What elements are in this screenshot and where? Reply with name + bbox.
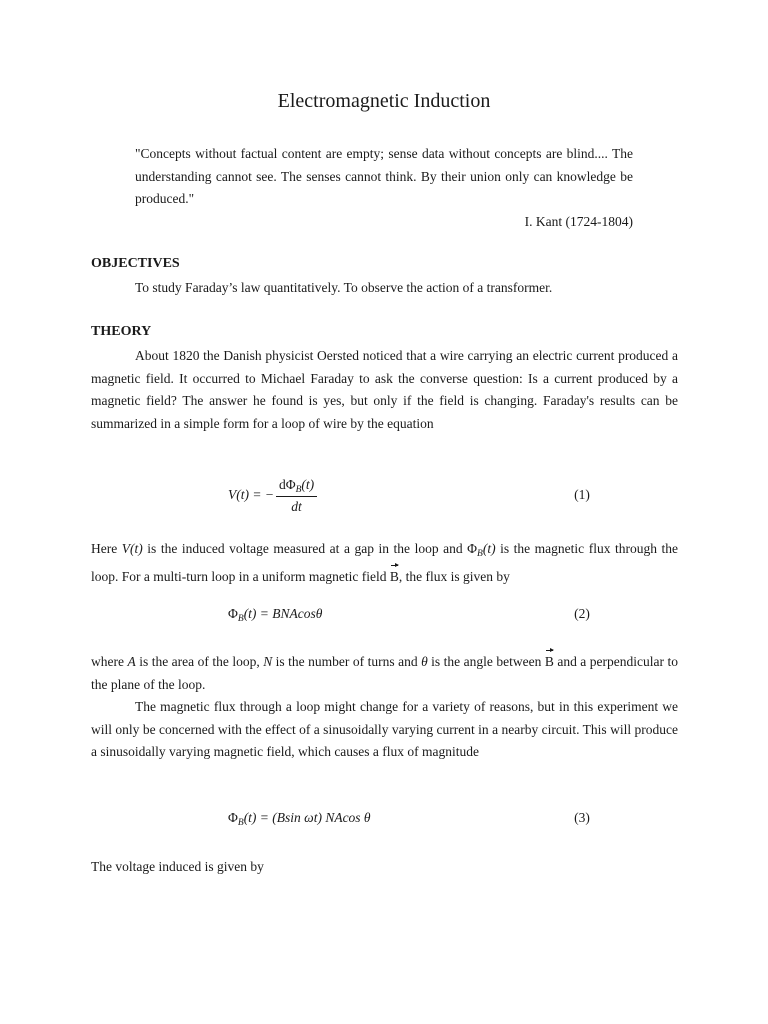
theory-paragraph-2: Here V(t) is the induced voltage measured at a gap in the loop and $\Phi_B(t)$ is the magnetic flux through the loop. For a multi-turn loop in a uniform magnetic field B, the flux is given by: [91, 538, 678, 588]
equation-1-fraction: [276, 477, 317, 515]
quote-attribution: I. Kant (1724-1804): [524, 214, 633, 229]
equation-1-lhs: V(t) = −: [228, 487, 274, 503]
theory-heading: THEORY: [91, 324, 152, 339]
objectives-text: To study Faraday’s law quantitatively. To observe the action of a transformer.: [135, 280, 553, 295]
equation-2-number: (2): [574, 606, 590, 621]
kant-quote: "Concepts without factual content are empty; sense data without concepts are blind.... The understanding cannot see. The senses cannot think. By their union only can knowledge be produced.": [135, 146, 633, 206]
equation-1: [228, 477, 317, 515]
voltage-symbol: V(t): [121, 541, 143, 556]
field-vector-symbol-2: B: [545, 651, 554, 674]
equation-3: $\Phi_B(t) = (Bsin$ ωt) NAcos θ: [228, 810, 371, 828]
equation-2: $\Phi_B(t) = BNAcos\theta$: [228, 606, 323, 624]
field-vector-symbol: B: [390, 566, 399, 589]
flux-symbol: $\Phi_B(t)$: [467, 541, 496, 559]
theory-paragraph-4: The magnetic flux through a loop might change for a variety of reasons, but in this experiment we will only be concerned with the effect of a sinusoidally varying current in a nearby circuit. This will produce a sinusoidally varying magnetic field, which causes a flux of magnitude: [91, 699, 678, 760]
equation-1-numerator: $d\Phi_B(t)$: [276, 477, 317, 497]
equation-3-number: (3): [574, 810, 590, 825]
objectives-heading: OBJECTIVES: [91, 256, 180, 271]
theory-paragraph-1: About 1820 the Danish physicist Oersted noticed that a wire carrying an electric current produced a magnetic field. It occurred to Michael Faraday to ask the converse question: Is a current produced by a magnetic field? The answer he found is yes, but only if the field is changing. Faraday's results can be summarized in a simple form for a loop of wire by the equation: [91, 348, 678, 432]
document-title: Electromagnetic Induction: [277, 90, 491, 112]
equation-1-number: (1): [574, 487, 590, 502]
equation-1-denominator: dt: [291, 499, 302, 514]
theory-paragraph-5: The voltage induced is given by: [91, 859, 264, 874]
theory-paragraph-3: where A is the area of the loop, N is the number of turns and θ is the angle between B and a perpendicular to the plane of the loop.: [91, 651, 678, 696]
